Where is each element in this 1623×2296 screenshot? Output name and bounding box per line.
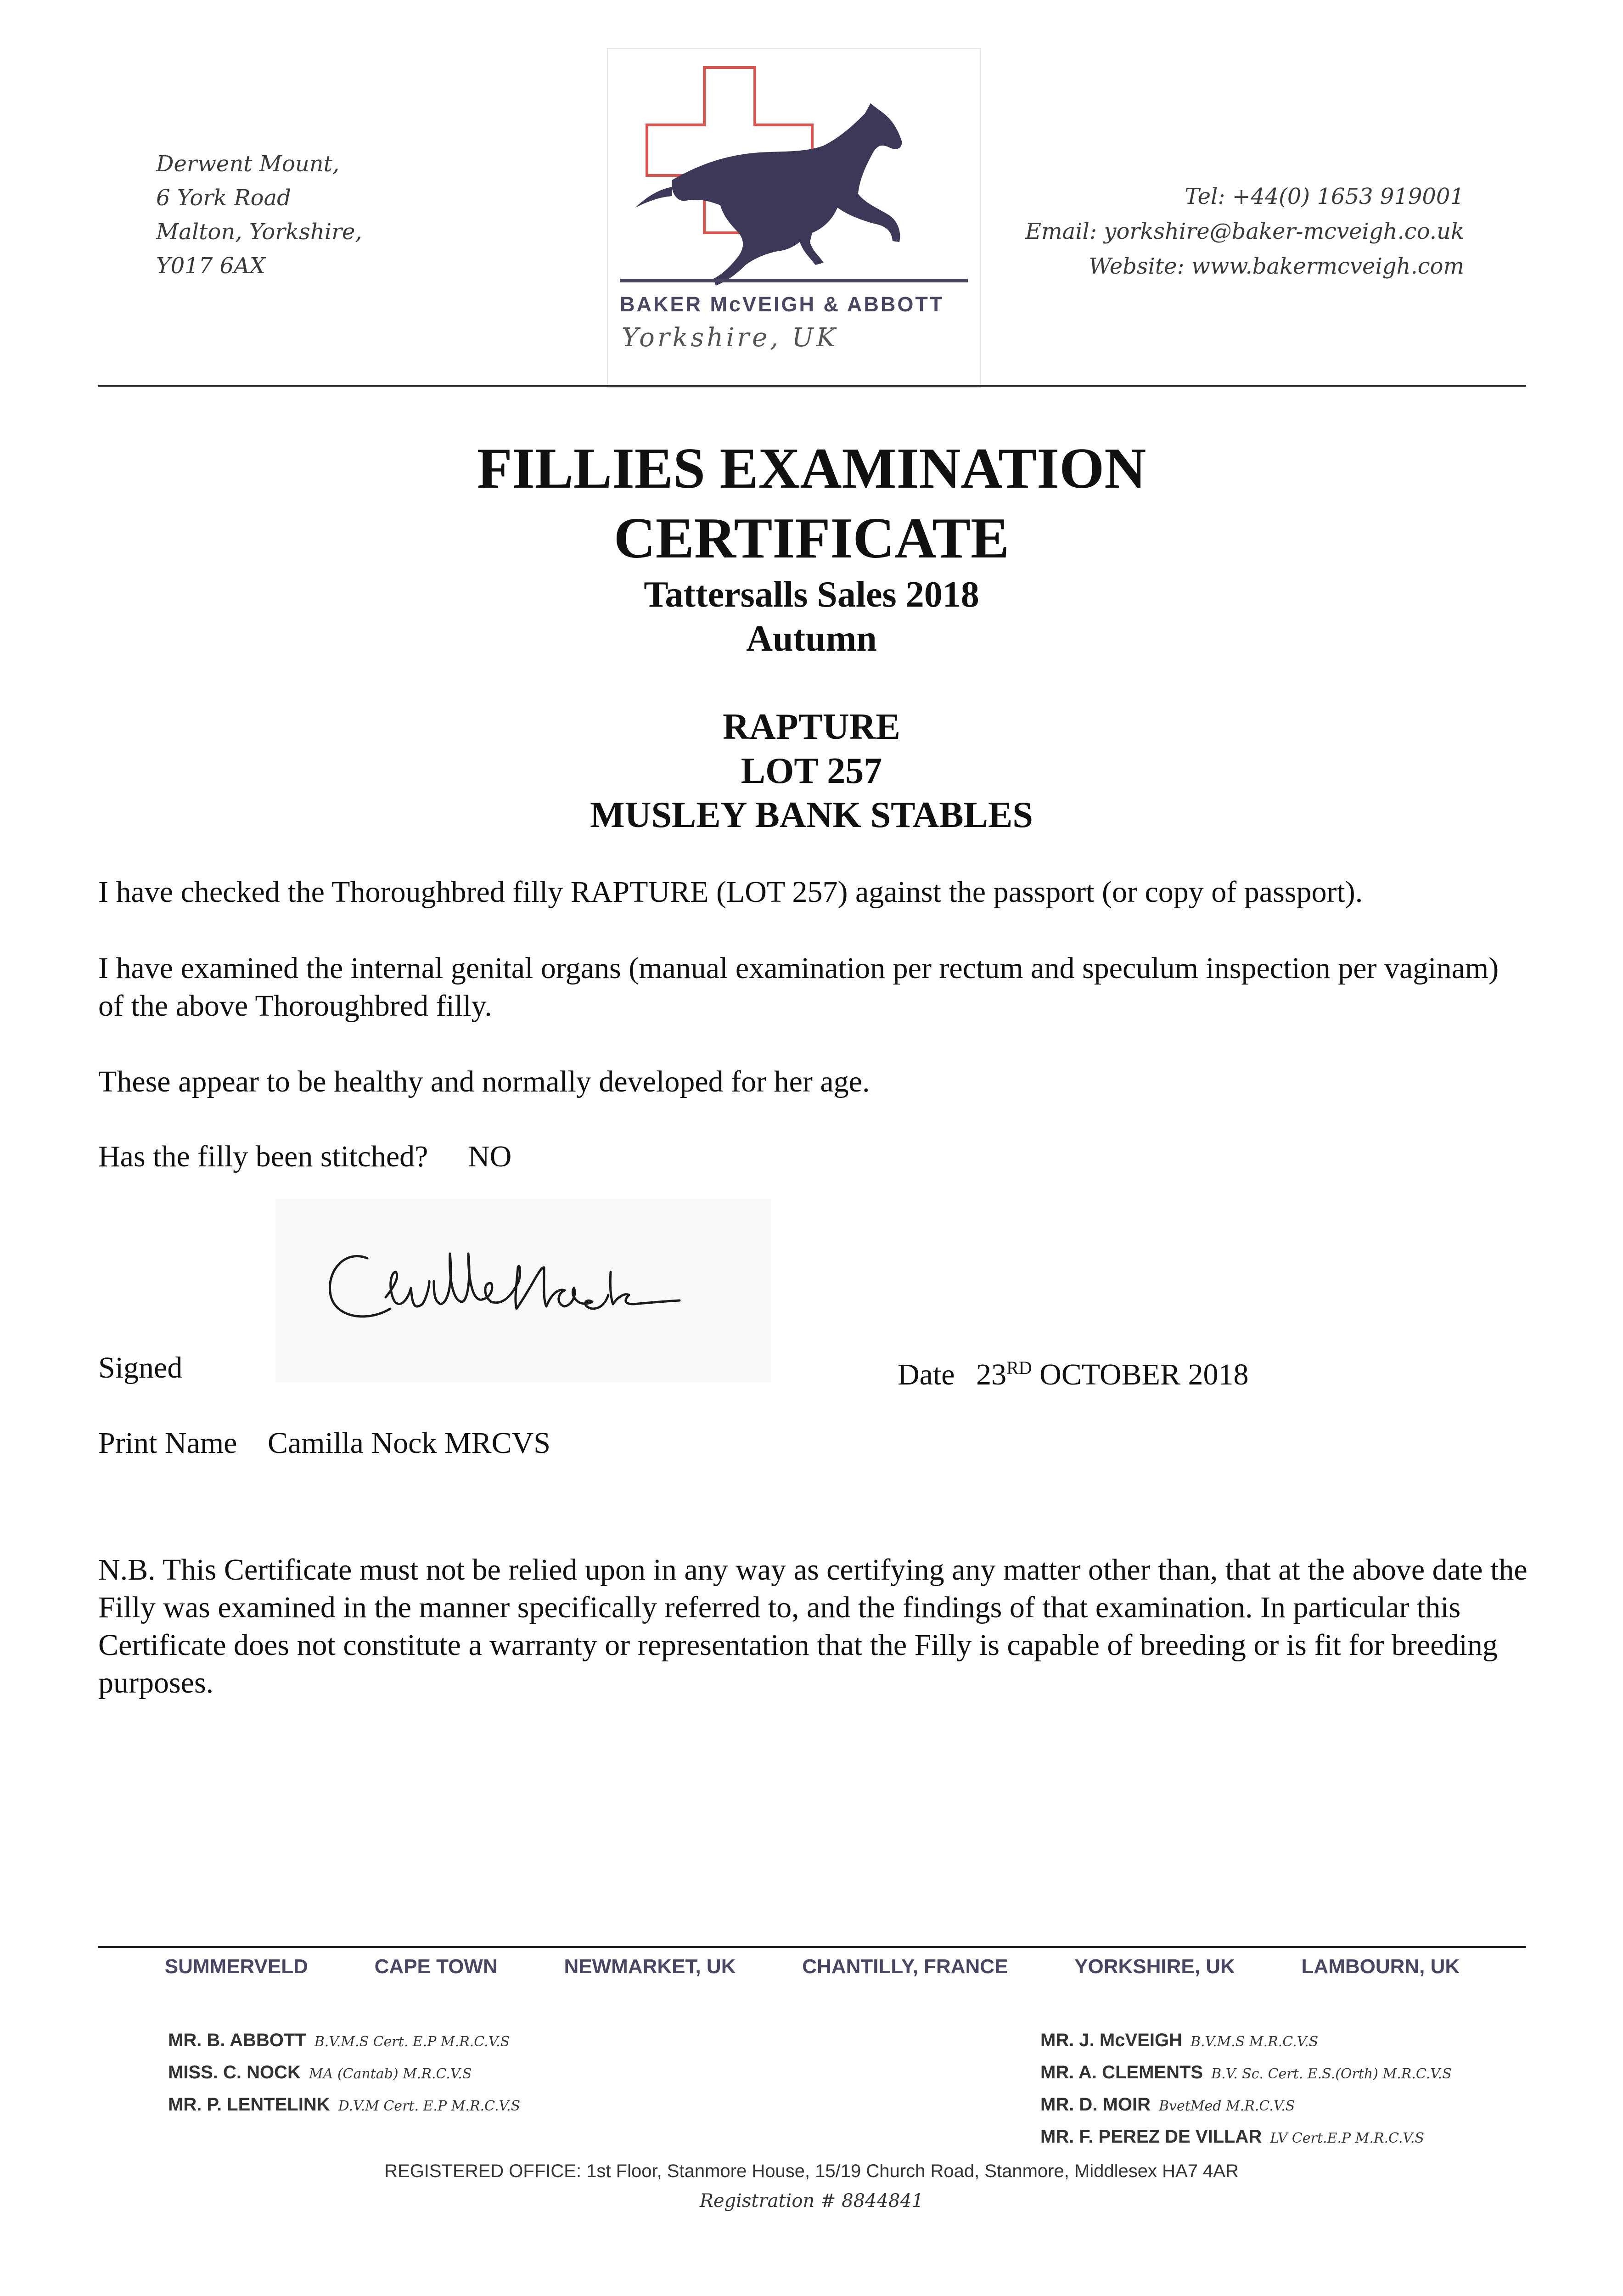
staff-entry <box>1040 2057 1452 2089</box>
health-paragraph: These appear to be healthy and normally developed for her age. <box>98 1065 870 1098</box>
staff-name: MR. D. MOIR <box>1040 2094 1151 2115</box>
date-day: 23 <box>976 1358 1007 1391</box>
office-location: LAMBOURN, UK <box>1301 1955 1460 1978</box>
print-name-value: Camilla Nock MRCVS <box>267 1426 550 1460</box>
staff-name: MR. A. CLEMENTS <box>1040 2062 1203 2082</box>
staff-qualifications: LV Cert.E.P M.R.C.V.S <box>1270 2130 1424 2146</box>
staff-qualifications: B.V.M.S Cert. E.P M.R.C.V.S <box>314 2034 510 2050</box>
stitched-answer: NO <box>467 1140 512 1173</box>
company-logo <box>607 48 981 388</box>
staff-name: MR. P. LENTELINK <box>168 2094 330 2115</box>
signed-label: Signed <box>98 1351 183 1384</box>
office-location: CAPE TOWN <box>374 1955 498 1978</box>
print-name-row <box>98 1424 1531 1462</box>
galloping-horse-icon <box>635 103 902 286</box>
staff-name: MR. F. PEREZ DE VILLAR <box>1040 2127 1262 2147</box>
horse-name: RAPTURE <box>723 707 900 747</box>
logo-company-name: BAKER McVEIGH & ABBOTT <box>620 293 944 316</box>
office-location: CHANTILLY, FRANCE <box>802 1955 1008 1978</box>
staff-qualifications: BvetMed M.R.C.V.S <box>1158 2098 1295 2114</box>
staff-entry <box>168 2057 520 2089</box>
lot-number: LOT 257 <box>741 751 882 791</box>
office-location: SUMMERVELD <box>164 1955 308 1978</box>
staff-qualifications: D.V.M Cert. E.P M.R.C.V.S <box>338 2098 520 2114</box>
address-line: Malton, Yorkshire, <box>156 219 362 245</box>
date-suffix: RD <box>1006 1357 1032 1378</box>
staff-name: MR. J. McVEIGH <box>1040 2030 1182 2050</box>
address-line: Y017 6AX <box>156 253 265 279</box>
office-locations <box>98 1955 1526 1978</box>
sale-session: Autumn <box>746 619 877 659</box>
staff-qualifications: MA (Cantab) M.R.C.V.S <box>309 2066 472 2082</box>
stitched-label: Has the filly been stitched? <box>98 1140 428 1173</box>
certificate-title-line2: CERTIFICATE <box>613 506 1010 570</box>
certificate-title: FILLIES EXAMINATION <box>477 437 1146 501</box>
stables-name: MUSLEY BANK STABLES <box>590 795 1033 835</box>
sale-name: Tattersalls Sales 2018 <box>644 574 979 615</box>
footer-divider <box>98 1946 1526 1948</box>
staff-qualifications: B.V. Sc. Cert. E.S.(Orth) M.R.C.V.S <box>1211 2066 1452 2082</box>
sender-address <box>156 147 362 283</box>
contact-email: Email: yorkshire@baker-mcveigh.co.uk <box>1025 219 1464 244</box>
passport-check-paragraph: I have checked the Thoroughbred filly RAPTURE (LOT 257) against the passport (or copy of passport). <box>98 875 1363 909</box>
contact-tel: Tel: +44(0) 1653 919001 <box>1185 184 1464 209</box>
office-location: YORKSHIRE, UK <box>1074 1955 1235 1978</box>
office-location: NEWMARKET, UK <box>564 1955 736 1978</box>
staff-entry <box>168 2025 520 2057</box>
staff-list-right <box>1040 2025 1452 2154</box>
print-name-label: Print Name <box>98 1426 237 1460</box>
logo-divider <box>620 279 968 282</box>
date-field <box>898 1349 1249 1394</box>
date-label: Date <box>898 1358 955 1391</box>
staff-entry <box>1040 2089 1452 2122</box>
staff-qualifications: B.V.M.S M.R.C.V.S <box>1190 2034 1319 2050</box>
header-divider <box>98 385 1526 387</box>
address-line: Derwent Mount, <box>156 151 340 177</box>
contact-website: Website: www.bakermcveigh.com <box>1089 253 1464 279</box>
registration-number: Registration # 8844841 <box>699 2190 924 2212</box>
date-month-year: OCTOBER 2018 <box>1039 1358 1249 1391</box>
staff-list-left <box>168 2025 520 2122</box>
disclaimer-paragraph: N.B. This Certificate must not be relied upon in any way as certifying any matter other than, that at the above date the Filly was examined in the manner specifically referred to, and the findings of that examination. In particular this Certificate does not constitute a warranty or representation that the Filly is capable of breeding or is fit for breeding purposes. <box>98 1553 1528 1699</box>
logo-location: Yorkshire, UK <box>622 323 838 353</box>
staff-name: MISS. C. NOCK <box>168 2062 301 2082</box>
stitched-question <box>98 1138 1531 1176</box>
address-line: 6 York Road <box>156 185 291 211</box>
examination-paragraph: I have examined the internal genital organs (manual examination per rectum and speculum inspection per vaginam) of the above Thoroughbred filly. <box>98 951 1499 1023</box>
contact-details <box>1025 179 1464 284</box>
registered-office: REGISTERED OFFICE: 1st Floor, Stanmore House, 15/19 Church Road, Stanmore, Middlesex HA7 4AR <box>384 2161 1239 2181</box>
staff-name: MR. B. ABBOTT <box>168 2030 306 2050</box>
staff-entry <box>168 2089 520 2122</box>
staff-entry <box>1040 2122 1452 2154</box>
staff-entry <box>1040 2025 1452 2057</box>
